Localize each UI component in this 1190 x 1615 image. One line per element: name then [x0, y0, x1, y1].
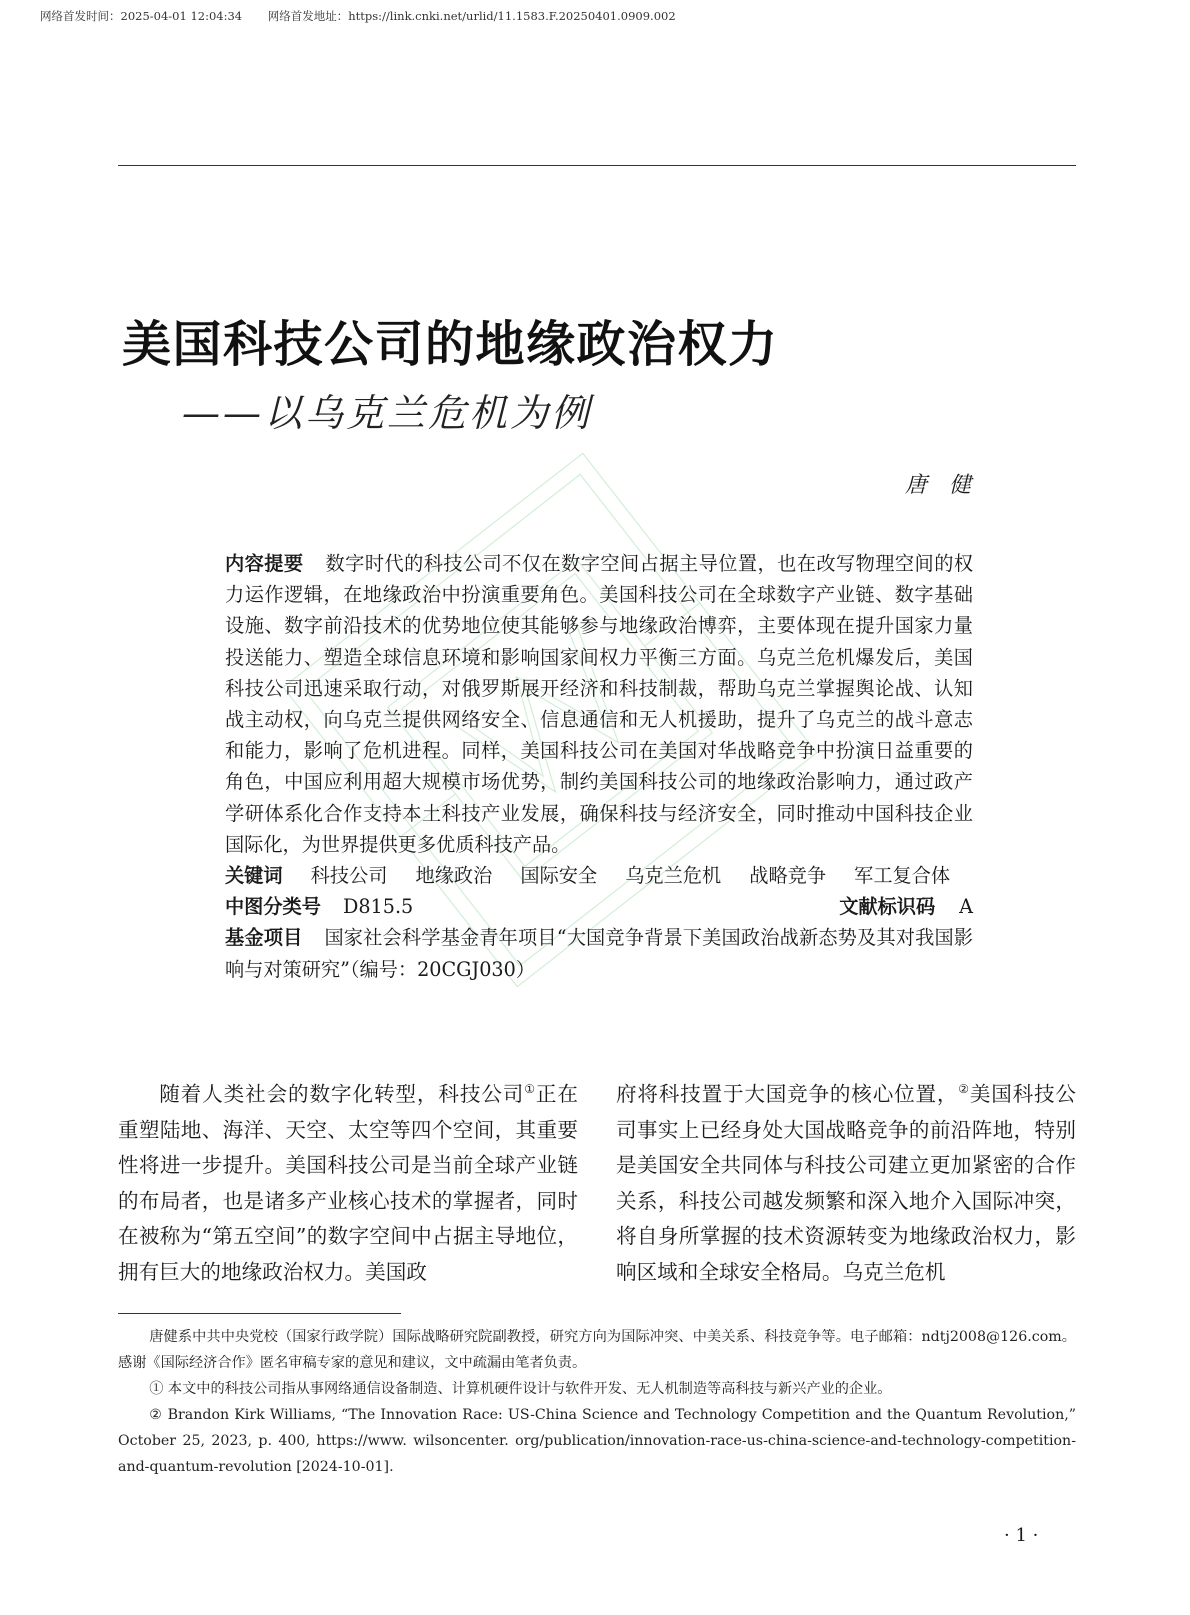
- article-title: 美国科技公司的地缘政治权力: [122, 316, 779, 373]
- body-text-run: 随着人类社会的数字化转型，科技公司: [159, 1082, 525, 1106]
- author-note: 唐健系中共中央党校（国家行政学院）国际战略研究院副教授，研究方向为国际冲突、中美关系、科技竞争等。电子邮箱：ndtj2008@126.com。感谢《国际经济合作》匿名审稿专家的意见和建议，文中疏漏由笔者负责。: [118, 1329, 1076, 1371]
- keyword: 战略竞争: [749, 864, 827, 888]
- body-text-run: 府将科技置于大国竞争的核心位置，: [616, 1082, 959, 1106]
- footnote-ref-1[interactable]: ①: [524, 1082, 536, 1097]
- keywords-label: 关键词: [225, 864, 283, 888]
- keyword: 科技公司: [310, 864, 388, 888]
- abstract-label: 内容提要: [225, 552, 304, 575]
- doc-code-value: A: [959, 895, 973, 919]
- body-paragraph: [616, 1077, 1076, 1290]
- fund-label: 基金项目: [225, 926, 303, 950]
- doc-code-label: 文献标识码: [839, 895, 936, 919]
- abstract-section: [225, 548, 973, 985]
- footnote-1: ① 本文中的科技公司指从事网络通信设备制造、计算机硬件设计与软件开发、无人机制造等高科技与新兴产业的企业。: [149, 1381, 892, 1397]
- body-column-left: [118, 1077, 578, 1290]
- body-text: [118, 1077, 1076, 1290]
- keyword: 军工复合体: [854, 864, 951, 888]
- footnotes: [118, 1324, 1076, 1480]
- fund-text: 国家社会科学基金青年项目“大国竞争背景下美国政治战新态势及其对我国影响与对策研究”（编号：20CGJ030）: [225, 926, 974, 981]
- footnote-ref-2[interactable]: ②: [958, 1082, 970, 1097]
- publication-meta: [40, 8, 676, 24]
- author-name: 唐健: [905, 473, 994, 498]
- publish-time: 网络首发时间：2025-04-01 12:04:34: [40, 9, 243, 23]
- keyword: 乌克兰危机: [625, 864, 722, 888]
- body-paragraph: [118, 1077, 578, 1290]
- classification-row: [225, 891, 973, 922]
- clc-value: D815.5: [342, 895, 414, 919]
- keyword: 国际安全: [520, 864, 598, 888]
- abstract: [225, 548, 973, 860]
- clc-label: 中图分类号: [225, 895, 321, 919]
- abstract-text: 数字时代的科技公司不仅在数字空间占据主导位置，也在改写物理空间的权力运作逻辑，在地缘政治中扮演重要角色。美国科技公司在全球数字产业链、数字基础设施、数字前沿技术的优势地位使其能够参与地缘政治博弈，主要体现在提升国家力量投送能力、塑造全球信息环境和影响国家间权力平衡三方面。乌克兰危机爆发后，美国科技公司迅速采取行动，对俄罗斯展开经济和科技制裁，帮助乌克兰掌握舆论战、认知战主动权，向乌克兰提供网络安全、信息通信和无人机援助，提升了乌克兰的战斗意志和能力，影响了危机进程。同样，美国科技公司在美国对华战略竞争中扮演日益重要的角色，中国应利用超大规模市场优势，制约美国科技公司的地缘政治影响力，通过政产学研体系化合作支持本土科技产业发展，确保科技与经济安全，同时推动中国科技企业国际化，为世界提供更多优质科技产品。: [225, 552, 974, 856]
- body-column-right: [616, 1077, 1076, 1290]
- body-text-run: 美国科技公司事实上已经身处大国战略竞争的前沿阵地，特别是美国安全共同体与科技公司建立更加紧密的合作关系，科技公司越发频繁和深入地介入国际冲突，将自身所掌握的技术资源转变为地缘政治权力，影响区域和全球安全格局。乌克兰危机: [616, 1082, 1077, 1284]
- publish-url[interactable]: 网络首发地址：https://link.cnki.net/urlid/11.1583.F.20250401.0909.002: [267, 9, 676, 23]
- fund: [225, 922, 973, 984]
- keyword: 地缘政治: [415, 864, 493, 888]
- body-text-run: 正在重塑陆地、海洋、天空、太空等四个空间，其重要性将进一步提升。美国科技公司是当前全球产业链的布局者，也是诸多产业核心技术的掌握者，同时在被称为“第五空间”的数字空间中占据主导地位，拥有巨大的地缘政治权力。美国政: [118, 1082, 578, 1284]
- keywords: [225, 860, 973, 891]
- article-subtitle: ——以乌克兰危机为例: [182, 391, 593, 435]
- footnote-2: ② Brandon Kirk Williams, “The Innovation Race: US-China Science and Technology Competition and the Quantum Revolution,” October 25, 2023, p. 400, https://www. wilsoncenter. org/publication/innovation-race-us-china-science-and-technology-competition-and-quantum-revolution [2024-10-01].: [118, 1407, 1076, 1475]
- page-number: · 1 ·: [1004, 1525, 1039, 1546]
- header-rule: [118, 165, 1076, 166]
- footnote-rule: [118, 1313, 401, 1314]
